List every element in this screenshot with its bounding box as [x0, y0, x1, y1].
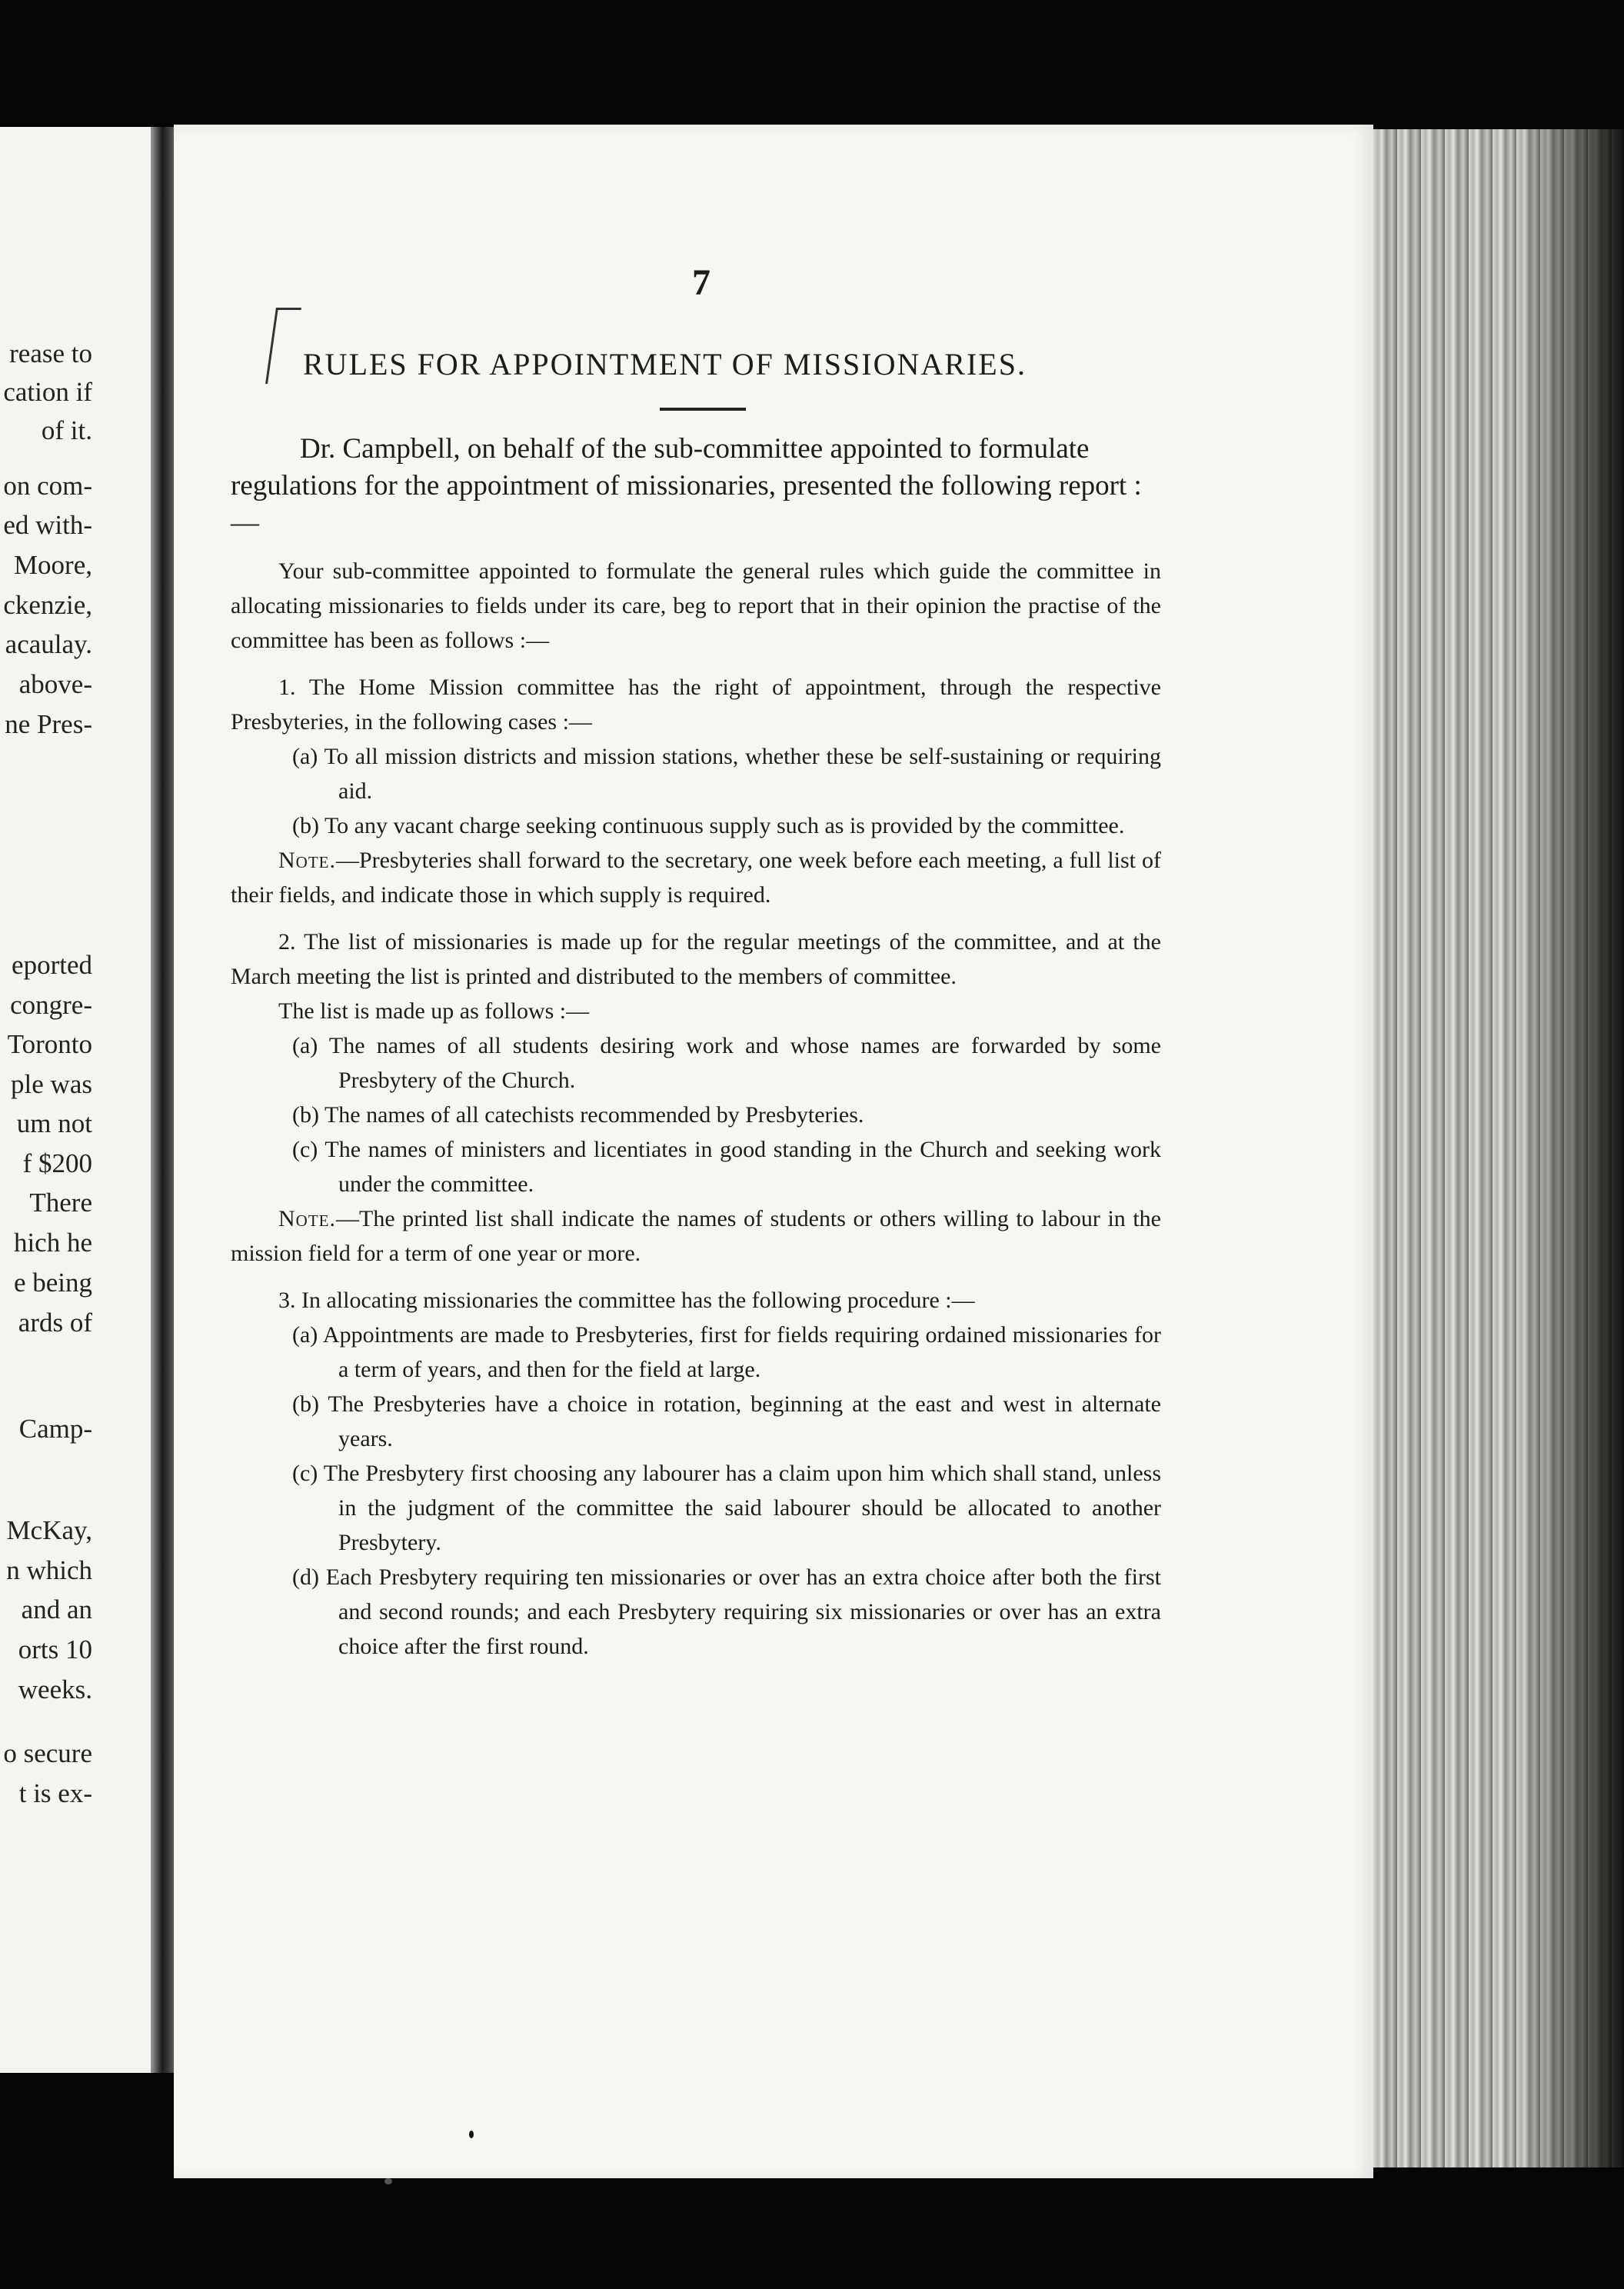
- left-page-line-fragment: rease to: [9, 338, 92, 368]
- left-page-line-fragment: f $200: [22, 1148, 92, 1178]
- left-page-line-fragment: McKay,: [6, 1515, 92, 1545]
- left-page-line-fragment: o secure: [3, 1738, 92, 1768]
- left-page-line-fragment: e being: [13, 1268, 92, 1298]
- rule-1-item-b: (b) To any vacant charge seeking continuous supply such as is provided by the committee.: [292, 813, 1125, 838]
- left-page-line-fragment: cation if: [3, 377, 92, 407]
- left-page-line-fragment: n which: [6, 1555, 92, 1585]
- left-page-line-fragment: ple was: [11, 1069, 92, 1099]
- left-page-line-fragment: ne Pres-: [5, 709, 92, 739]
- main-text: [231, 431, 1161, 1664]
- rule-3-item-c: (c) The Presbytery first choosing any labourer has a claim upon him which shall stand, unless in the judgment of the committee the said labourer should be allocated to another Presbytery.: [292, 1461, 1161, 1555]
- left-page-line-fragment: ed with-: [3, 510, 92, 540]
- left-page-line-fragment: ards of: [18, 1308, 92, 1338]
- scan-speck: [384, 2178, 392, 2184]
- rule-2-item-b: (b) The names of all catechists recommended by Presbyteries.: [292, 1102, 864, 1128]
- scan-speck: [469, 2131, 474, 2138]
- left-page-line-fragment: acaulay.: [5, 629, 92, 659]
- left-page-line-fragment: and an: [21, 1594, 92, 1624]
- left-page-line-fragment: Camp-: [18, 1414, 92, 1444]
- note-text: —Presbyteries shall forward to the secretary, one week before each meeting, a full list of their fields, and indicate those in which supply is required.: [231, 848, 1161, 908]
- page-number: 7: [692, 262, 710, 303]
- left-page-line-fragment: t is ex-: [18, 1778, 92, 1808]
- left-page-line-fragment: of it.: [41, 415, 92, 445]
- title-rule: [660, 408, 746, 411]
- rule-1-note: [231, 843, 1161, 912]
- left-page-line-fragment: There: [29, 1188, 92, 1218]
- rule-3-item-d: (d) Each Presbytery requiring ten missionaries or over has an extra choice after both the first and second rounds; and each Presbytery requiring six missionaries or over has an extra choice after the first round.: [292, 1564, 1161, 1659]
- rule-3-item-b: (b) The Presbyteries have a choice in rotation, beginning at the east and west in alternate years.: [292, 1391, 1161, 1451]
- left-page-line-fragment: Moore,: [13, 550, 92, 580]
- rule-2-note: [231, 1201, 1161, 1271]
- left-page-line-fragment: um not: [16, 1108, 92, 1138]
- rule-2: 2. The list of missionaries is made up for the regular meetings of the committee, and at the March meeting the list is printed and distributed to the members of committee.: [231, 929, 1161, 989]
- rule-2-lead: The list is made up as follows :—: [278, 998, 590, 1024]
- rule-1: 1. The Home Mission committee has the right of appointment, through the respective Presbyteries, in the following cases :—: [231, 675, 1161, 735]
- rule-3-item-a: (a) Appointments are made to Presbyteries, first for fields requiring ordained missionaries for a term of years, and then for the field at large.: [292, 1322, 1161, 1382]
- left-page-line-fragment: Toronto: [7, 1029, 92, 1059]
- note-label: Note.: [278, 1206, 336, 1231]
- left-page-line-fragment: ckenzie,: [3, 590, 92, 620]
- note-text: —The printed list shall indicate the names of students or others willing to labour in the mission field for a term of one year or more.: [231, 1206, 1161, 1266]
- report-intro-paragraph: Your sub-committee appointed to formulate the general rules which guide the committee in allocating missionaries to fields under its care, beg to report that in their opinion the practise of the committee has been as follows :—: [231, 558, 1161, 653]
- left-page-line-fragment: hich he: [13, 1228, 92, 1258]
- rule-1-item-a: (a) To all mission districts and mission stations, whether these be self-sustaining or requiring aid.: [292, 744, 1161, 804]
- rule-3: 3. In allocating missionaries the committee has the following procedure :—: [278, 1288, 975, 1313]
- left-page-line-fragment: on com-: [3, 471, 92, 501]
- left-page-line-fragment: congre-: [10, 990, 92, 1020]
- left-page-line-fragment: above-: [18, 669, 92, 699]
- book-gutter: [151, 127, 174, 2073]
- page-edges-stack: [1373, 129, 1624, 2167]
- rule-2-item-a: (a) The names of all students desiring work and whose names are forwarded by some Presbytery of the Church.: [292, 1033, 1161, 1093]
- left-page-line-fragment: weeks.: [18, 1674, 92, 1704]
- page-title: RULES FOR APPOINTMENT OF MISSIONARIES.: [303, 347, 1027, 382]
- note-label: Note.: [278, 848, 336, 873]
- rule-2-item-c: (c) The names of ministers and licentiates in good standing in the Church and seeking work under the committee.: [292, 1137, 1161, 1197]
- left-page-line-fragment: eported: [12, 950, 92, 980]
- intro-paragraph: Dr. Campbell, on behalf of the sub-committee appointed to formulate regulations for the appointment of missionaries, presented the following report :—: [231, 433, 1142, 538]
- left-page-line-fragment: orts 10: [18, 1634, 92, 1664]
- left-facing-page: [0, 127, 154, 2073]
